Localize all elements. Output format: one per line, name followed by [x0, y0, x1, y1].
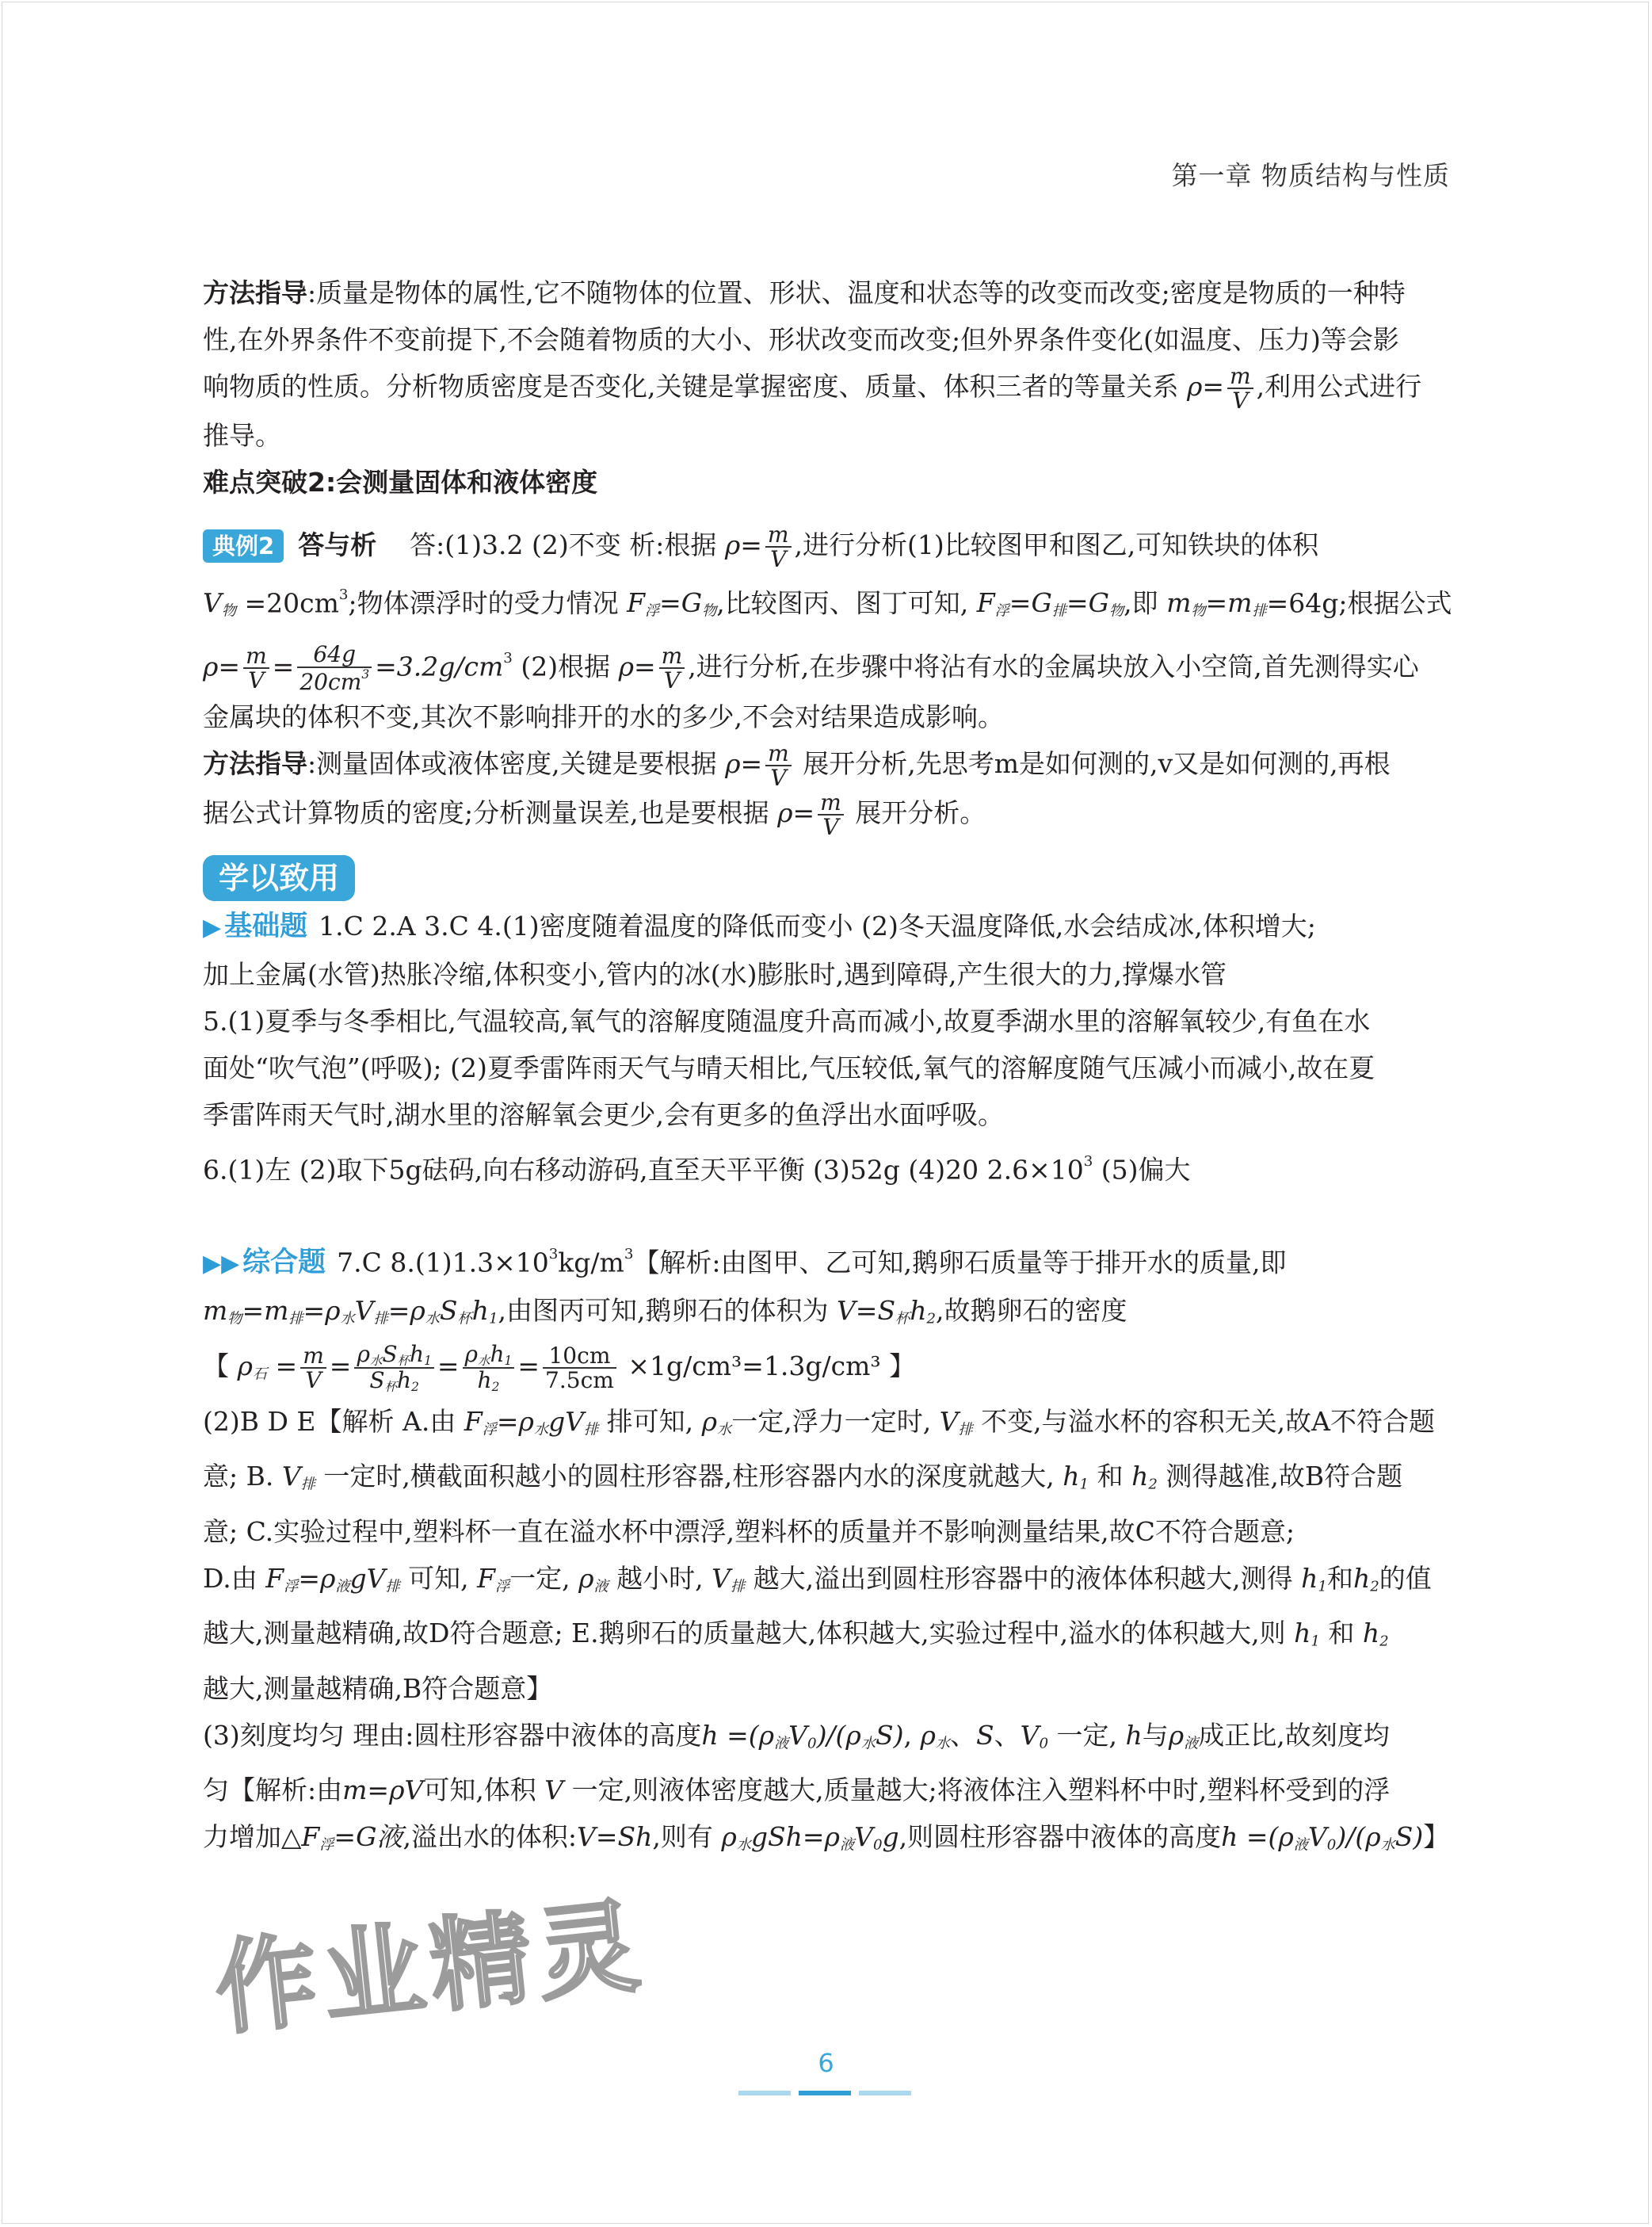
- watermark-logo: 作业精灵: [209, 1886, 651, 2049]
- double-triangle-icon: ▶▶: [203, 1250, 240, 1278]
- page-content: 方法指导:质量是物体的属性,它不随物体的位置、形状、温度和状态等的改变而改变;密度是物质的一种特 性,在外界条件不变前提下,不会随着物质的大小、形状改变而改变;但外界条件变化(如温度、压力)等会影 响物质的性质。分析物质密度是否变化,关键是掌握密度、质量、体积三者的等量关系 ρ= $\frac{m}{V}$ ,利用公式进行 推导。 难点突破2:会测量固体和液体密度 典例2 答与析 答:(1)3.2 (2)不变 析:根据 ρ= $\frac{m}{V}$ ,进行分析(1)比较图甲和图乙,可知铁块的体积 $V_物 =20cm^3$;物体漂浮时的受力情况 $F_浮=G_物$,比较图丙、图丁可知, $F_浮=G_排=G_物$,即 $m_物=m_排=64g$;根据公式 ρ= $\frac{m}{V}$ = $\frac{64g}{20cm^3}$ $=3.2g/cm^3$ (2)根据 ρ= $\frac{m}{V}$ ,进行分析,在步骤中将沾有水的金属块放入小空筒,首先测得实心 金属块的体积不变,其次不影响排开的水的多少,不会对结果造成影响。 方法指导:测量固体或液体密度,关键是要根据 ρ= $\frac{m}{V}$ 展开分析,先思考m是如何测的,v又是如何测的,再根 据公式计算物质的密度;分析测量误差,也是要根据 ρ= $\frac{m}{V}$ 展开分析。 学以致用 ▶ 基础题 1.C 2.A 3.C 4.(1)密度随着温度的降低而变小 (2)冬天温度降低,水会结成冰,体积增大; 加上金属(水管)热胀冷缩,体积变小,管内的冰(水)膨胀时,遇到障碍,产生很大的力,撑爆水管 5.(1)夏季与冬季相比,气温较高,氧气的溶解度随温度升高而减小,故夏季湖水里的溶解氧较少,有鱼在水 面处“吹气泡”(呼吸); (2)夏季雷阵雨天气与晴天相比,气压较低,氧气的溶解度随气压减小而减小,故在夏 季雷阵雨天气时,湖水里的溶解氧会更少,会有更多的鱼浮出水面呼吸。 6.(1)左 (2)取下5g砝码,向右移动游码,直至天平平衡 (3)52g (4)20 $2.6\times 10^3$ (5)偏大 ▶▶ 综合题 7.C $8.(1)1.3\times 10^3kg/m^3$【解析:由图甲、乙可知,鹅卵石质量等于排开水的质量,即 $m_物=m_排=\rho_水V_排=\rho_水S_杯h_1$,由图丙可知,鹅卵石的体积为 $V=S_杯h_2$,故鹅卵石的密度 【 $\rho_石$ = $\frac{m}{V}$ = $\frac{\rho_水S_杯h_1}{S_杯h_2}$ = $\frac{\rho_水h_1}{h_2}$ = $\frac{10cm}{7.5cm}$ ×1g/cm³=1.3g/cm³ 】 (2)B D E【解析 A.由 $F_浮=\rho_水gV_排$ 排可知, $\rho_水$一定,浮力一定时, $V_排$ 不变,与溢水杯的容积无关,故A不符合题 意; B. $V_排$ 一定时,横截面积越小的圆柱形容器,柱形容器内水的深度就越大, $h_1$ 和 $h_2$ 测得越准,故B符合题 意; C.实验过程中,塑料杯一直在溢水杯中漂浮,塑料杯的质量并不影响测量结果,故C不符合题意; D.由 $F_浮=\rho_液gV_排$ 可知, $F_浮$一定, $\rho_液$ 越小时, $V_排$ 越大,溢出到圆柱形容器中的液体体积越大,测得 $h_1$和$h_2$的值 越大,测量越精确,故D符合题意; E.鹅卵石的质量越大,体积越大,实验过程中,溢水的体积越大,则 $h_1$ 和 $h_2$ 越大,测量越精确,B符合题意】 (3)刻度均匀 理由:圆柱形容器中液体的高度$h =(\rho_液V_0)/(\rho_水S)$, $\rho_水$、S、$V_0$ 一定, h与$\rho_液$成正比,故刻度均 匀【解析:由m=ρV可知,体积 V 一定,则液体密度越大,质量越大;将液体注入塑料杯中时,塑料杯受到的浮 力增加$\triangle F_浮=G$液,溢出水的体积:V=Sh,则有 $\rho_水gSh=\rho_液V_0g$,则圆柱形容器中液体的高度$h =(\rho_液V_0)/(\rho_水S)$】: [203, 269, 1455, 1869]
- page-number-line-center: [799, 2091, 851, 2095]
- example-badge: 典例2: [203, 529, 284, 563]
- example-2: 典例2 答与析 答:(1)3.2 (2)不变 析:根据 ρ= $\frac{m}{V}$ ,进行分析(1)比较图甲和图乙,可知铁块的体积: [203, 521, 1455, 571]
- section-title: 学以致用: [203, 855, 355, 901]
- page-number-line-left: [738, 2091, 791, 2095]
- difficulty-title: 难点突破2:会测量固体和液体密度: [203, 467, 598, 498]
- chapter-header: 第一章 物质结构与性质: [1171, 160, 1450, 191]
- triangle-icon: ▶: [203, 913, 222, 942]
- method-guide-2: 方法指导:测量固体或液体密度,关键是要根据 ρ= $\frac{m}{V}$ 展开分析,先思考m是如何测的,v又是如何测的,再根: [203, 739, 1391, 791]
- basic-questions: ▶ 基础题 1.C 2.A 3.C 4.(1)密度随着温度的降低而变小 (2)冬天温度降低,水会结成冰,体积增大;: [203, 910, 1316, 942]
- page-number-line-right: [859, 2091, 911, 2095]
- page-number: 6: [818, 2048, 834, 2078]
- method-guide-1: 方法指导:质量是物体的属性,它不随物体的位置、形状、温度和状态等的改变而改变;密度是物质的一种特: [203, 277, 1406, 308]
- fraction-m-over-v: $\frac{m}{V}$: [1227, 365, 1253, 413]
- comprehensive-questions: ▶▶ 综合题 7.C $8.(1)1.3\times 10^3kg/m^3$【解析:由图甲、乙可知,鹅卵石质量等于排开水的质量,即: [203, 1246, 1287, 1279]
